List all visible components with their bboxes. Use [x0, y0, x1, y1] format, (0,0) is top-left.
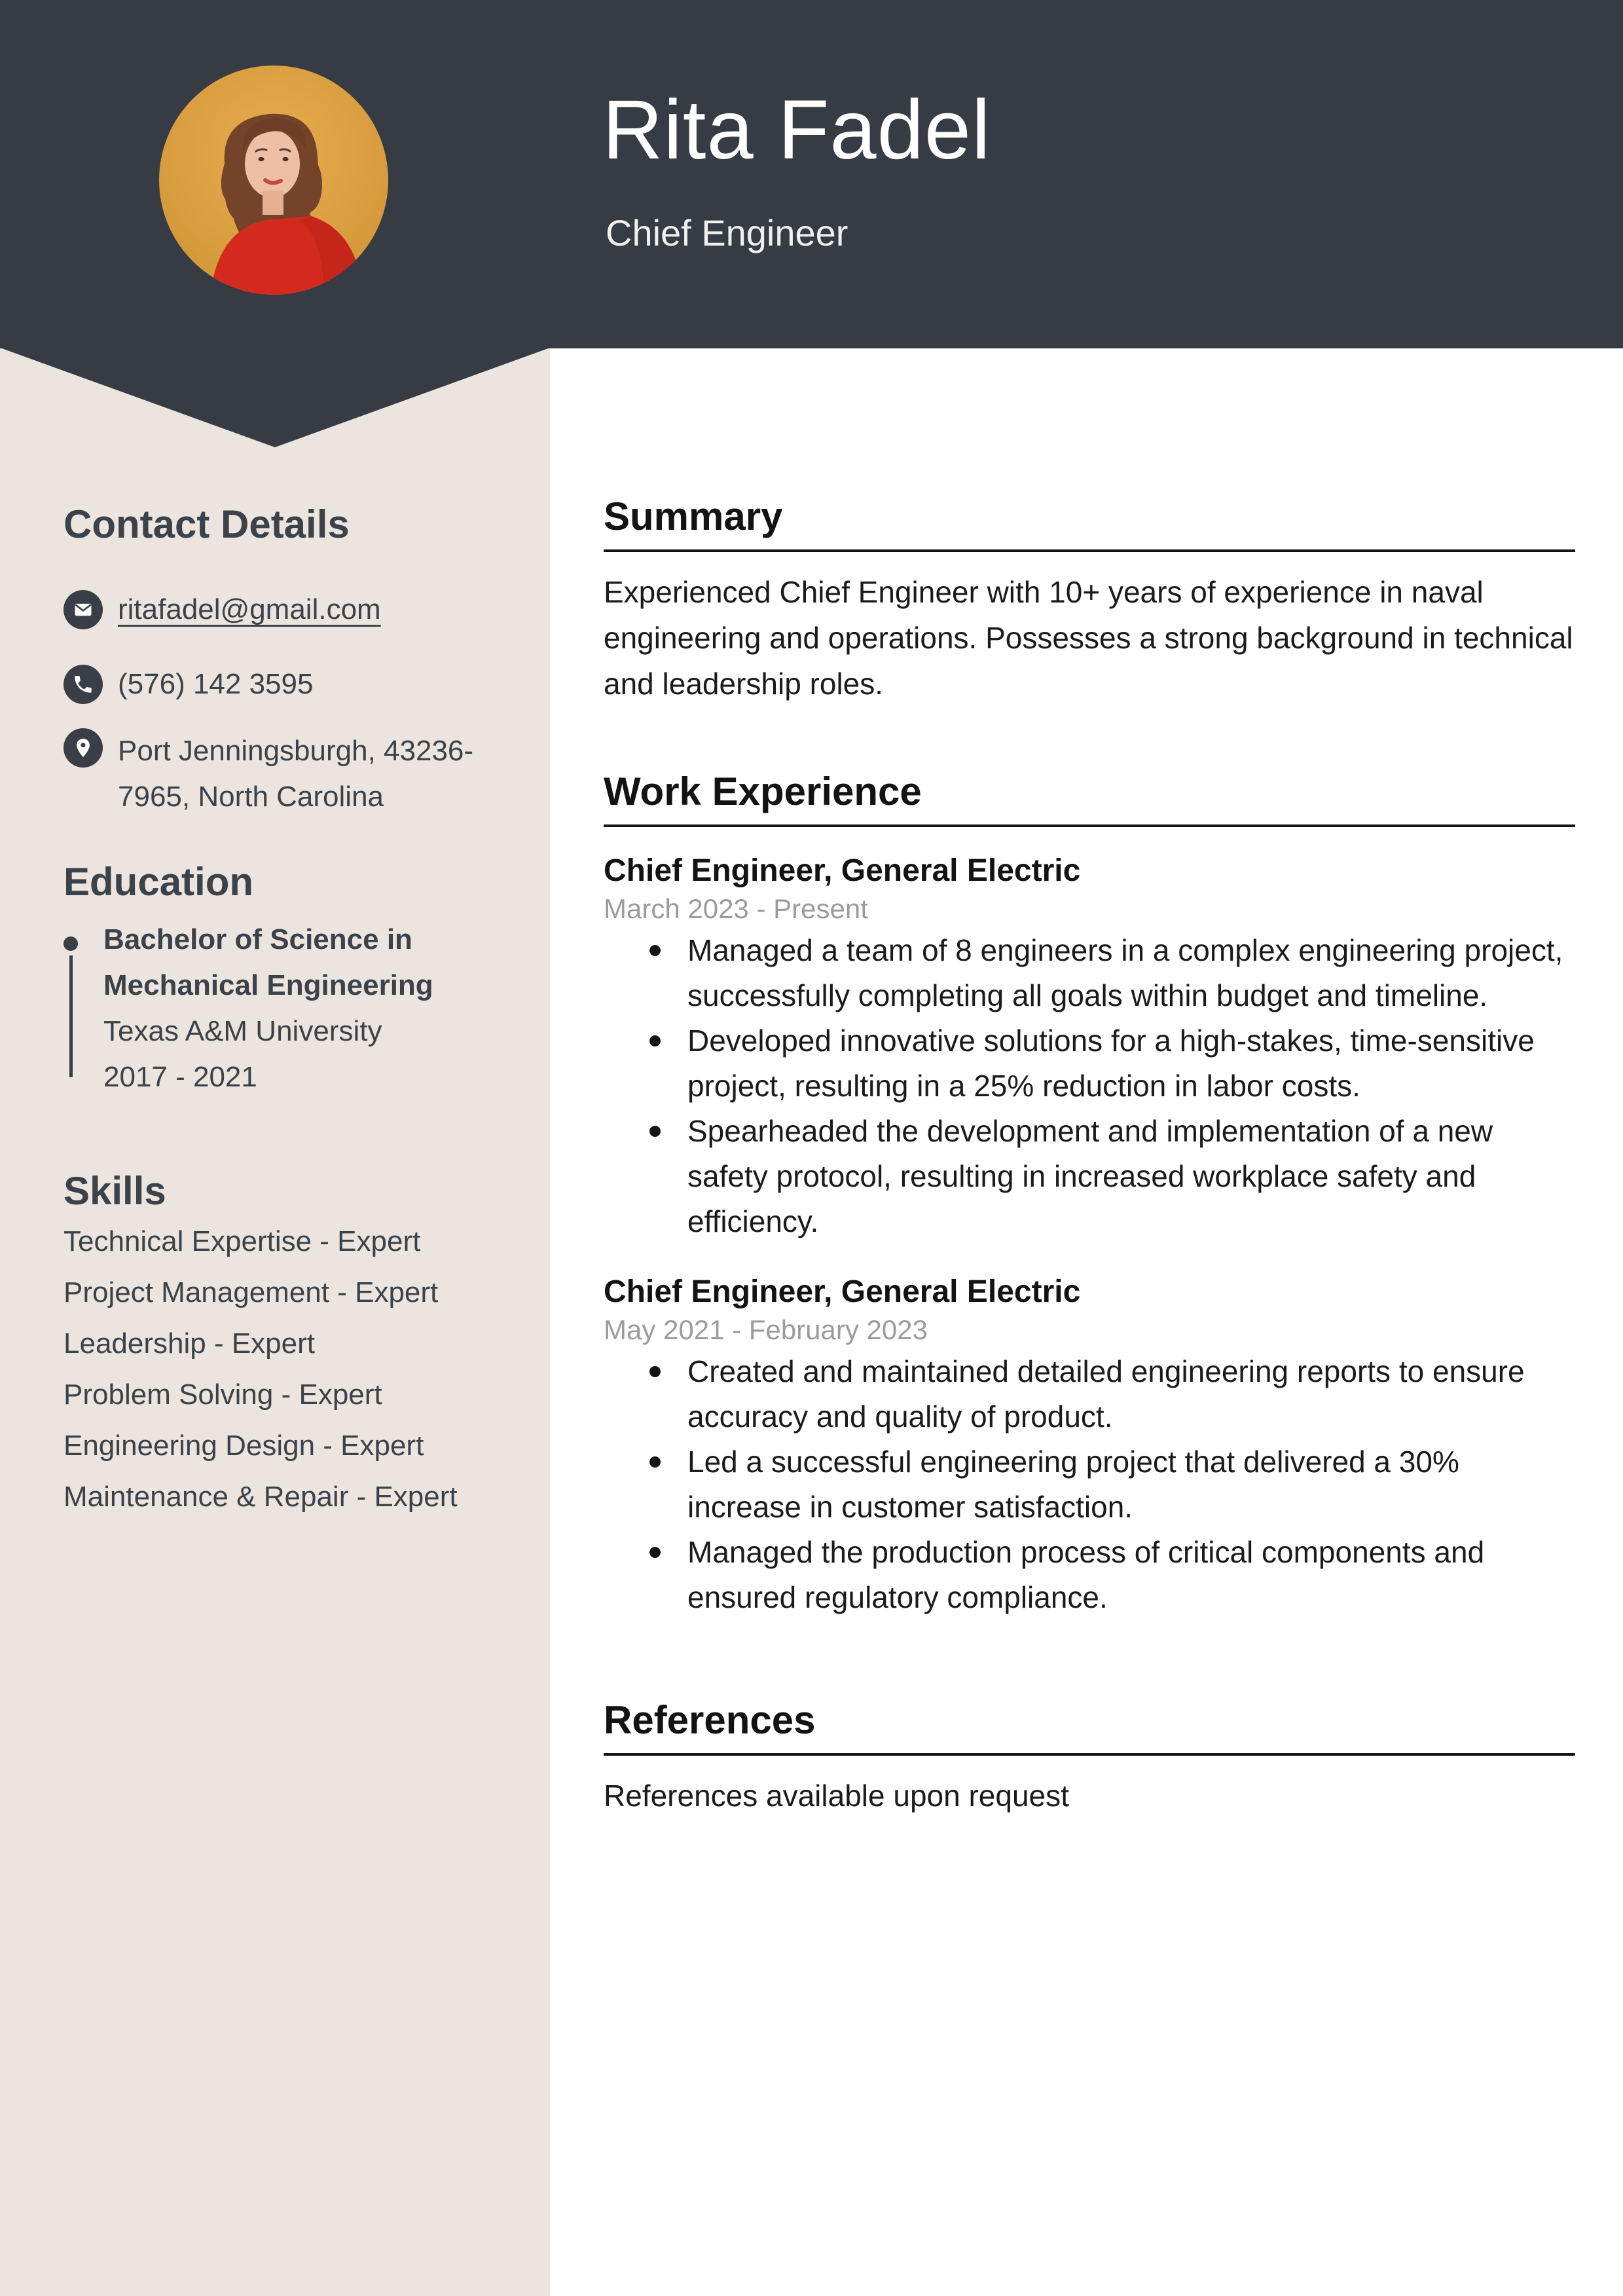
contact-heading: Contact Details: [64, 502, 350, 546]
summary-section: [604, 493, 1575, 707]
job-entry: [604, 851, 1575, 1244]
bullet-dot: [649, 1547, 661, 1558]
contact-row-phone: [64, 661, 513, 707]
education-details: [103, 917, 513, 1100]
bullet-text: Led a successful engineering project that delivered a 30% increase in customer satisfaction.: [687, 1445, 1459, 1524]
references-text: References available upon request: [604, 1779, 1069, 1813]
bullet-item: [604, 1109, 1575, 1244]
bullet-item: [604, 1530, 1575, 1620]
timeline-line: [69, 955, 73, 1077]
email-link[interactable]: ritafadel@gmail.com: [118, 593, 381, 625]
bullet-list: [604, 928, 1575, 1244]
email-icon: [64, 590, 103, 629]
skills-heading: Skills: [64, 1169, 166, 1213]
bullet-dot: [649, 1456, 661, 1468]
work-experience-heading: Work Experience: [604, 768, 1575, 827]
skill-item: Maintenance & Repair - Expert: [64, 1481, 458, 1513]
job-entry: [604, 1272, 1575, 1620]
job-title: Chief Engineer, General Electric: [604, 853, 1081, 888]
references-section: [604, 1697, 1575, 1819]
bullet-dot: [649, 1126, 661, 1137]
summary-text: Experienced Chief Engineer with 10+ years of experience in naval engineering and operations. Possesses a strong background in technical and leadership roles.: [604, 575, 1573, 701]
job-period: May 2021 - February 2023: [604, 1314, 928, 1345]
job-title: Chief Engineer, General Electric: [604, 1274, 1081, 1309]
contact-row-email: [64, 587, 513, 633]
bullet-item: [604, 1018, 1575, 1109]
phone-value: (576) 142 3595: [118, 668, 314, 700]
portrait-illustration: [159, 65, 388, 295]
skills-section: [64, 1168, 513, 1523]
contact-section: [64, 501, 513, 820]
bullet-item: [604, 1349, 1575, 1439]
bullet-text: Developed innovative solutions for a high-stakes, time-sensitive project, resulting in a 25% reduction in labor costs.: [687, 1024, 1535, 1103]
contact-rows: [64, 587, 513, 820]
references-heading: References: [604, 1697, 1575, 1756]
location-icon: [64, 728, 103, 768]
bullet-text: Created and maintained detailed engineering reports to ensure accuracy and quality of product.: [687, 1354, 1525, 1434]
bullet-text: Spearheaded the development and implementation of a new safety protocol, resulting in increased workplace safety and efficiency.: [687, 1114, 1493, 1238]
skill-item: Engineering Design - Expert: [64, 1430, 424, 1462]
skill-item: Problem Solving - Expert: [64, 1379, 382, 1411]
skill-list: [64, 1216, 513, 1523]
bullet-text: Managed a team of 8 engineers in a complex engineering project, successfully completing all goals within budget and timeline.: [687, 933, 1563, 1012]
degree: Bachelor of Science in Mechanical Engineering: [103, 923, 433, 1001]
bullet-text: Managed the production process of critical components and ensured regulatory compliance.: [687, 1535, 1485, 1614]
phone-icon: [64, 665, 103, 704]
bullet-dot: [649, 1035, 661, 1046]
person-title: Chief Engineer: [606, 212, 848, 253]
bullet-dot: [649, 1366, 661, 1377]
education-heading: Education: [64, 860, 254, 904]
profile-photo: [159, 65, 388, 295]
contact-row-address: [64, 728, 513, 820]
education-entry: [64, 917, 513, 1100]
bullet-dot: [649, 945, 661, 956]
bullet-item: [604, 928, 1575, 1018]
person-name: Rita Fadel: [602, 83, 991, 177]
education-years: 2017 - 2021: [103, 1061, 257, 1093]
skill-item: Technical Expertise - Expert: [64, 1225, 421, 1257]
school: Texas A&M University: [103, 1015, 382, 1047]
skill-item: Leadership - Expert: [64, 1327, 315, 1360]
work-experience-section: [604, 768, 1575, 1620]
address-value: Port Jenningsburgh, 43236-7965, North Carolina: [118, 735, 474, 813]
skill-item: Project Management - Expert: [64, 1276, 439, 1308]
education-section: [64, 859, 513, 1100]
bullet-item: [604, 1439, 1575, 1530]
education-timeline: [64, 917, 78, 1100]
timeline-dot: [64, 936, 78, 951]
job-period: March 2023 - Present: [604, 893, 868, 924]
summary-heading: Summary: [604, 493, 1575, 552]
bullet-list: [604, 1349, 1575, 1620]
